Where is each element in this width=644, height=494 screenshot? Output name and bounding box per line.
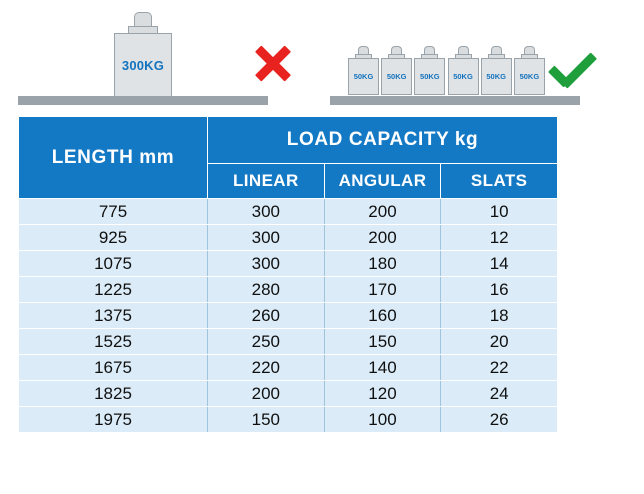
header-angular: ANGULAR: [324, 164, 441, 199]
cell-slats: 18: [441, 303, 558, 329]
table-row: [19, 355, 558, 381]
table-row: [19, 329, 558, 355]
cell-angular: 100: [324, 407, 441, 433]
cell-length: 1825: [19, 381, 208, 407]
cell-slats: 20: [441, 329, 558, 355]
cell-length: 925: [19, 225, 208, 251]
single-heavy-weight: [112, 12, 174, 98]
load-illustration: [0, 0, 644, 110]
table-row: [19, 407, 558, 433]
weight-body-icon: [348, 58, 379, 95]
cell-slats: 16: [441, 277, 558, 303]
cell-length: 1975: [19, 407, 208, 433]
weight-body-icon: [414, 58, 445, 95]
red-x-icon: [252, 42, 294, 84]
small-weight: [414, 46, 444, 96]
cell-slats: 22: [441, 355, 558, 381]
cell-linear: 220: [208, 355, 325, 381]
cell-length: 1525: [19, 329, 208, 355]
weight-body-icon: [514, 58, 545, 95]
distributed-weights-group: [348, 46, 544, 98]
cell-linear: 150: [208, 407, 325, 433]
small-weight-label: 50KG: [386, 72, 407, 81]
weight-body-icon: [114, 33, 172, 97]
load-capacity-table: [18, 116, 558, 433]
cell-angular: 200: [324, 225, 441, 251]
table-row: [19, 277, 558, 303]
weight-body-icon: [448, 58, 479, 95]
cell-length: 1075: [19, 251, 208, 277]
small-weight-label: 50KG: [519, 72, 540, 81]
small-weight-label: 50KG: [353, 72, 374, 81]
table-row: [19, 381, 558, 407]
cell-angular: 200: [324, 199, 441, 225]
cell-linear: 300: [208, 251, 325, 277]
cell-linear: 200: [208, 381, 325, 407]
cell-length: 775: [19, 199, 208, 225]
cell-angular: 170: [324, 277, 441, 303]
cell-length: 1375: [19, 303, 208, 329]
weight-body-icon: [381, 58, 412, 95]
cell-linear: 280: [208, 277, 325, 303]
table-row: [19, 225, 558, 251]
cell-linear: 300: [208, 199, 325, 225]
cell-angular: 140: [324, 355, 441, 381]
header-length: LENGTH mm: [19, 117, 208, 199]
single-weight-label: 300KG: [121, 57, 165, 73]
cell-slats: 12: [441, 225, 558, 251]
small-weight: [481, 46, 511, 96]
small-weight: [448, 46, 478, 96]
cell-slats: 14: [441, 251, 558, 277]
cell-angular: 120: [324, 381, 441, 407]
small-weight: [381, 46, 411, 96]
green-check-icon: [546, 52, 600, 94]
cell-slats: 24: [441, 381, 558, 407]
table-row: [19, 199, 558, 225]
small-weight: [514, 46, 544, 96]
cell-angular: 160: [324, 303, 441, 329]
header-load-capacity: LOAD CAPACITY kg: [208, 117, 558, 164]
small-weight-label: 50KG: [453, 72, 473, 81]
weight-body-icon: [481, 58, 512, 95]
cell-slats: 10: [441, 199, 558, 225]
table-row: [19, 303, 558, 329]
small-weight: [348, 46, 378, 96]
cell-slats: 26: [441, 407, 558, 433]
cell-linear: 250: [208, 329, 325, 355]
cell-linear: 260: [208, 303, 325, 329]
table-row: [19, 251, 558, 277]
cell-length: 1675: [19, 355, 208, 381]
small-weight-label: 50KG: [486, 72, 506, 81]
header-linear: LINEAR: [208, 164, 325, 199]
header-slats: SLATS: [441, 164, 558, 199]
cell-length: 1225: [19, 277, 208, 303]
cell-angular: 150: [324, 329, 441, 355]
cell-angular: 180: [324, 251, 441, 277]
small-weight-label: 50KG: [420, 72, 440, 81]
cell-linear: 300: [208, 225, 325, 251]
